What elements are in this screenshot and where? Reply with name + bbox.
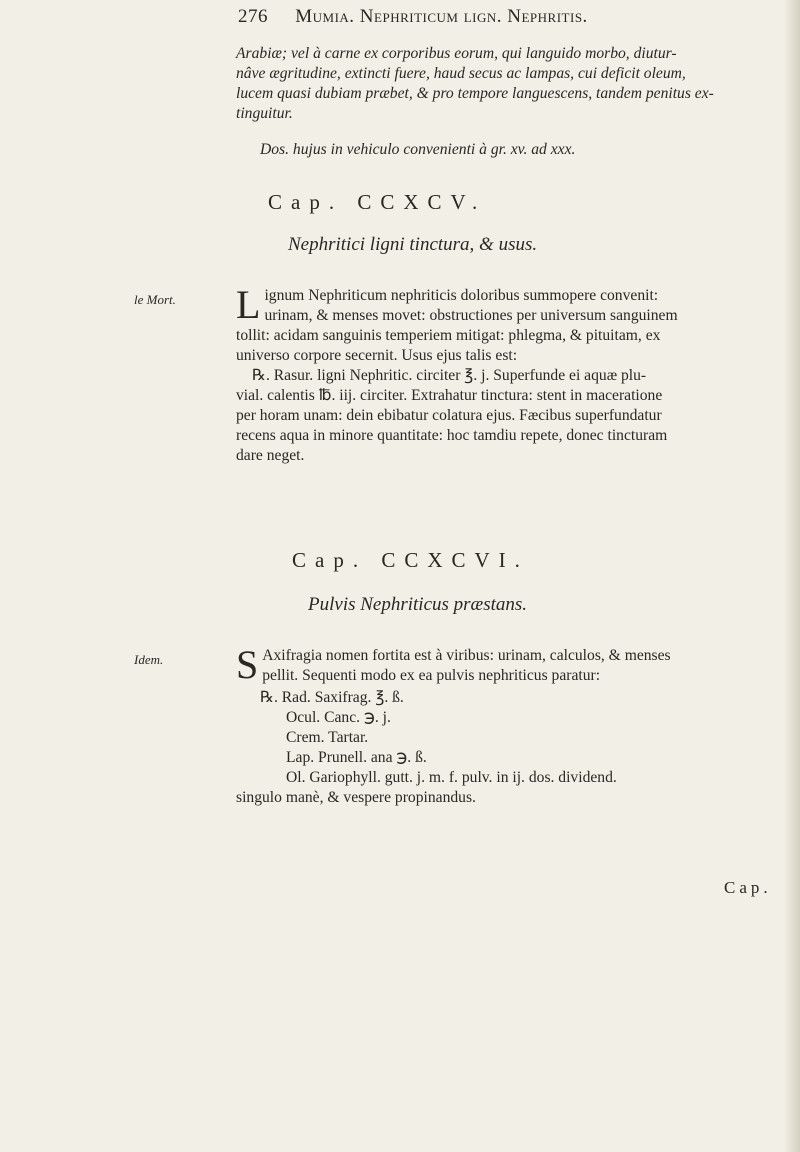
intro-line: tinguitur. xyxy=(236,105,293,122)
intro-paragraph xyxy=(236,44,766,160)
chapter-text xyxy=(236,642,766,687)
margin-note: Idem. xyxy=(134,652,164,667)
margin-note: le Mort. xyxy=(134,292,176,307)
text-line: tollit: acidam sanguinis temperiem mitigat: phlegma, & pituitam, ex xyxy=(236,327,661,344)
running-head xyxy=(238,6,758,28)
text-line: recens aqua in minore quantitate: hoc tamdiu repete, donec tincturam xyxy=(236,427,668,444)
chapter-text xyxy=(236,282,766,466)
running-title: Mumia. Nephriticum lign. Nephritis. xyxy=(295,6,588,27)
recipe-line: Ocul. Canc. ℈. j. xyxy=(286,709,391,726)
intro-line: nâve ægritudine, extincti fuere, haud secus ac lampas, cui deficit oleum, xyxy=(236,65,686,82)
page-edge-shadow xyxy=(784,0,800,1152)
recipe-list xyxy=(236,688,780,808)
recipe-line: Crem. Tartar. xyxy=(286,729,369,746)
chapter-heading: Cap. CCXCVI. xyxy=(292,548,529,572)
recipe-line: Lap. Prunell. ana ℈. ß. xyxy=(286,749,427,766)
dosage-line: Dos. hujus in vehiculo convenienti à gr. xv. ad xxx. xyxy=(260,141,576,158)
recipe-line: singulo manè, & vespere propinandus. xyxy=(236,789,476,806)
intro-line: Arabiæ; vel à carne ex corporibus eorum, qui languido morbo, diutur- xyxy=(236,45,677,62)
chapter-title: Pulvis Nephriticus præstans. xyxy=(308,594,528,615)
catchword: Cap. xyxy=(724,878,772,897)
text-line: urinam, & menses movet: obstructiones per universum sanguinem xyxy=(264,307,678,324)
text-line: universo corpore secernit. Usus ejus talis est: xyxy=(236,347,518,364)
text-line: ignum Nephriticum nephriticis doloribus summopere convenit: xyxy=(264,287,659,304)
recipe-line: ℞. Rasur. ligni Nephritic. circiter ℥. j. Superfunde ei aquæ plu- xyxy=(252,367,647,384)
text-line: vial. calentis ℔. iij. circiter. Extrahatur tinctura: stent in maceratione xyxy=(236,387,663,404)
page-number: 276 xyxy=(238,6,268,27)
text-line: dare neget. xyxy=(236,447,305,464)
recipe-line: Ol. Gariophyll. gutt. j. m. f. pulv. in ij. dos. dividend. xyxy=(286,769,617,786)
text-line: per horam unam: dein ebibatur colatura ejus. Fæcibus superfundatur xyxy=(236,407,662,424)
text-line: pellit. Sequenti modo ex ea pulvis nephriticus paratur: xyxy=(262,667,601,684)
intro-line: lucem quasi dubiam præbet, & pro tempore languescens, tandem penitus ex- xyxy=(236,85,714,102)
chapter-heading: Cap. CCXCV. xyxy=(268,190,487,214)
chapter-title: Nephritici ligni tinctura, & usus. xyxy=(288,234,538,255)
text-line: Axifragia nomen fortita est à viribus: urinam, calculos, & menses xyxy=(262,647,671,664)
recipe-line: ℞. Rad. Saxifrag. ℥. ß. xyxy=(260,689,404,706)
drop-cap: S xyxy=(236,642,259,687)
drop-cap: L xyxy=(236,282,261,327)
